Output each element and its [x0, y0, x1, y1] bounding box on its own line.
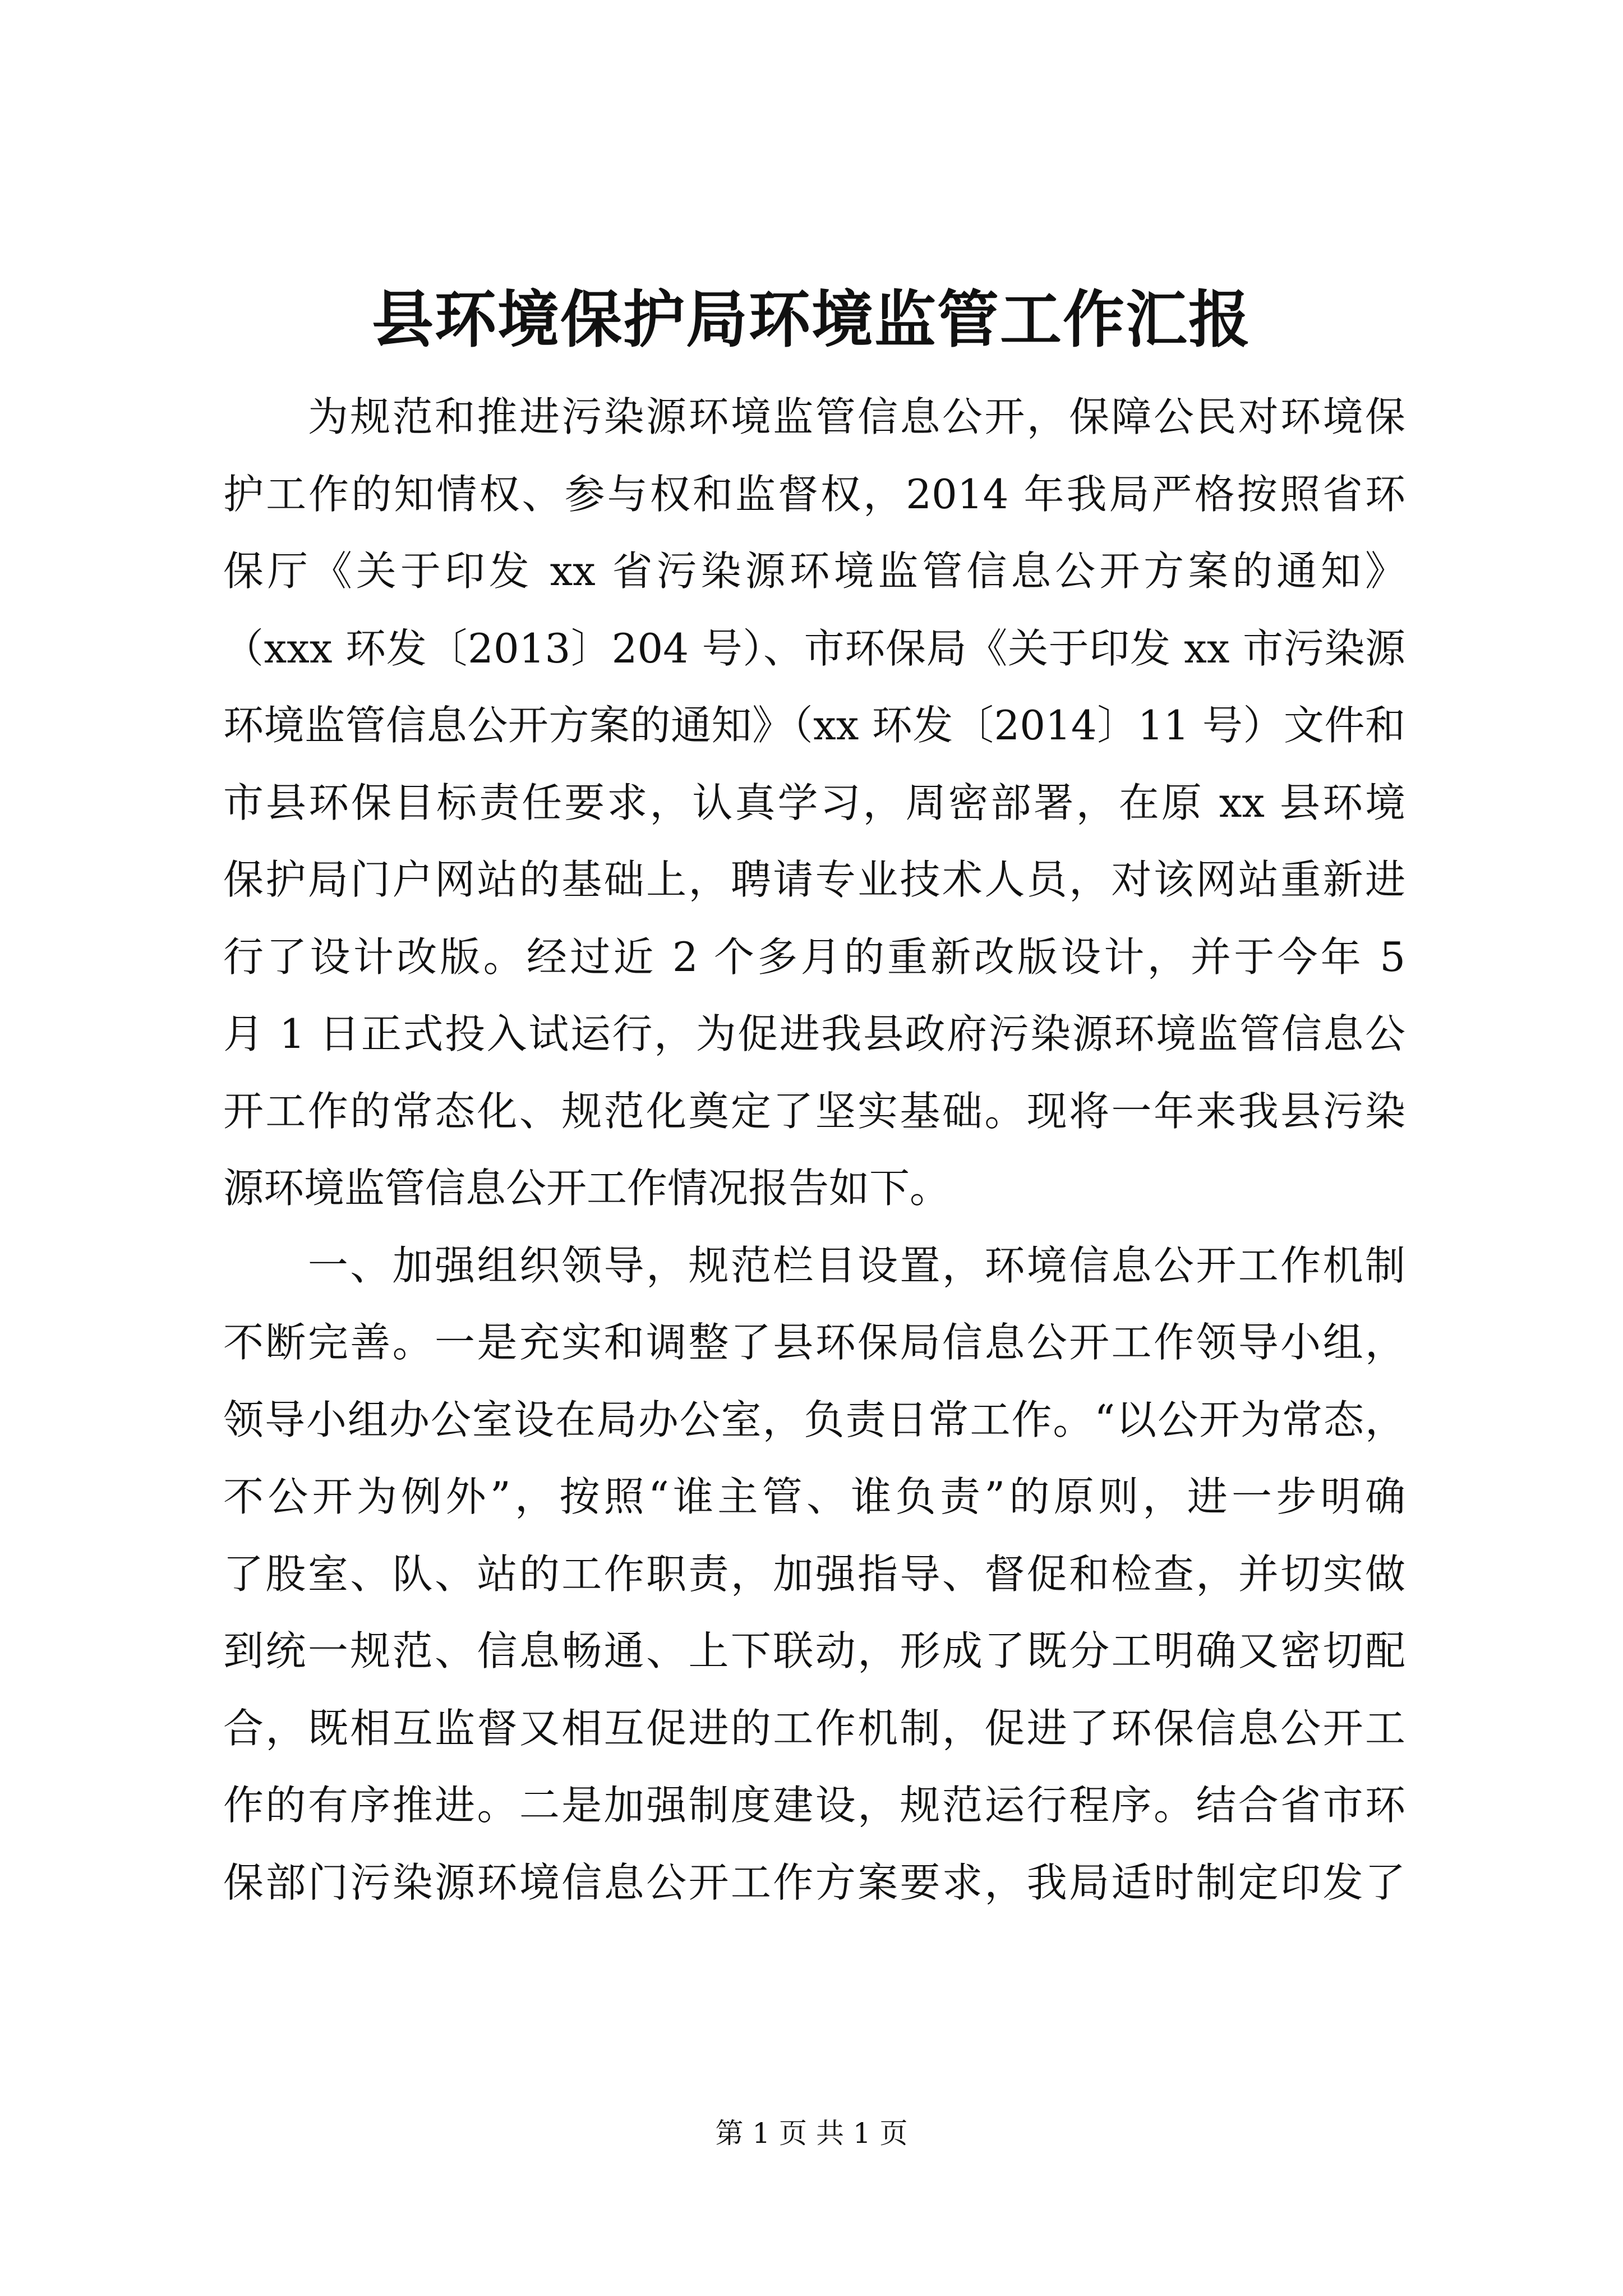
body-line: 护工作的知情权、参与权和监督权，2014 年我局严格按照省环	[223, 470, 1405, 518]
body-line: 作的有序推进。二是加强制度建设，规范运行程序。结合省市环	[223, 1782, 1405, 1829]
body-line: 源环境监管信息公开工作情况报告如下。	[223, 1165, 951, 1212]
body-line: 一、加强组织领导，规范栏目设置，环境信息公开工作机制	[223, 1241, 1405, 1289]
body-line: 不断完善。一是充实和调整了县环保局信息公开工作领导小组，	[223, 1319, 1405, 1366]
body-line: 为规范和推进污染源环境监管信息公开，保障公民对环境保	[223, 393, 1405, 440]
page-footer: 第 1 页 共 1 页	[715, 2117, 908, 2150]
body-line: 保厅《关于印发 xx 省污染源环境监管信息公开方案的通知》	[223, 547, 1405, 595]
body-line: 行了设计改版。经过近 2 个多月的重新改版设计，并于今年 5	[223, 933, 1405, 981]
body-line: 环境监管信息公开方案的通知》（xx 环发〔2014〕11 号）文件和	[223, 702, 1405, 749]
body-line: 领导小组办公室设在局办公室，负责日常工作。“以公开为常态，	[223, 1396, 1405, 1443]
body-line: （xxx 环发〔2013〕204 号）、市环保局《关于印发 xx 市污染源	[223, 624, 1405, 672]
body-line: 月 1 日正式投入试运行，为促进我县政府污染源环境监管信息公	[223, 1010, 1405, 1057]
body-line: 不公开为例外”，按照“谁主管、谁负责”的原则，进一步明确	[223, 1473, 1405, 1520]
body-line: 了股室、队、站的工作职责，加强指导、督促和检查，并切实做	[223, 1550, 1405, 1598]
body-line: 到统一规范、信息畅通、上下联动，形成了既分工明确又密切配	[223, 1627, 1405, 1674]
document-body	[223, 379, 1405, 1921]
body-line: 市县环保目标责任要求，认真学习，周密部署，在原 xx 县环境	[223, 779, 1405, 826]
body-line: 保部门污染源环境信息公开工作方案要求，我局适时制定印发了	[223, 1858, 1405, 1906]
document-title: 县环境保护局环境监管工作汇报	[372, 283, 1251, 356]
body-line: 合，既相互监督又相互促进的工作机制，促进了环保信息公开工	[223, 1704, 1405, 1752]
body-line: 开工作的常态化、规范化奠定了坚实基础。现将一年来我县污染	[223, 1087, 1405, 1135]
body-line: 保护局门户网站的基础上，聘请专业技术人员，对该网站重新进	[223, 856, 1405, 903]
